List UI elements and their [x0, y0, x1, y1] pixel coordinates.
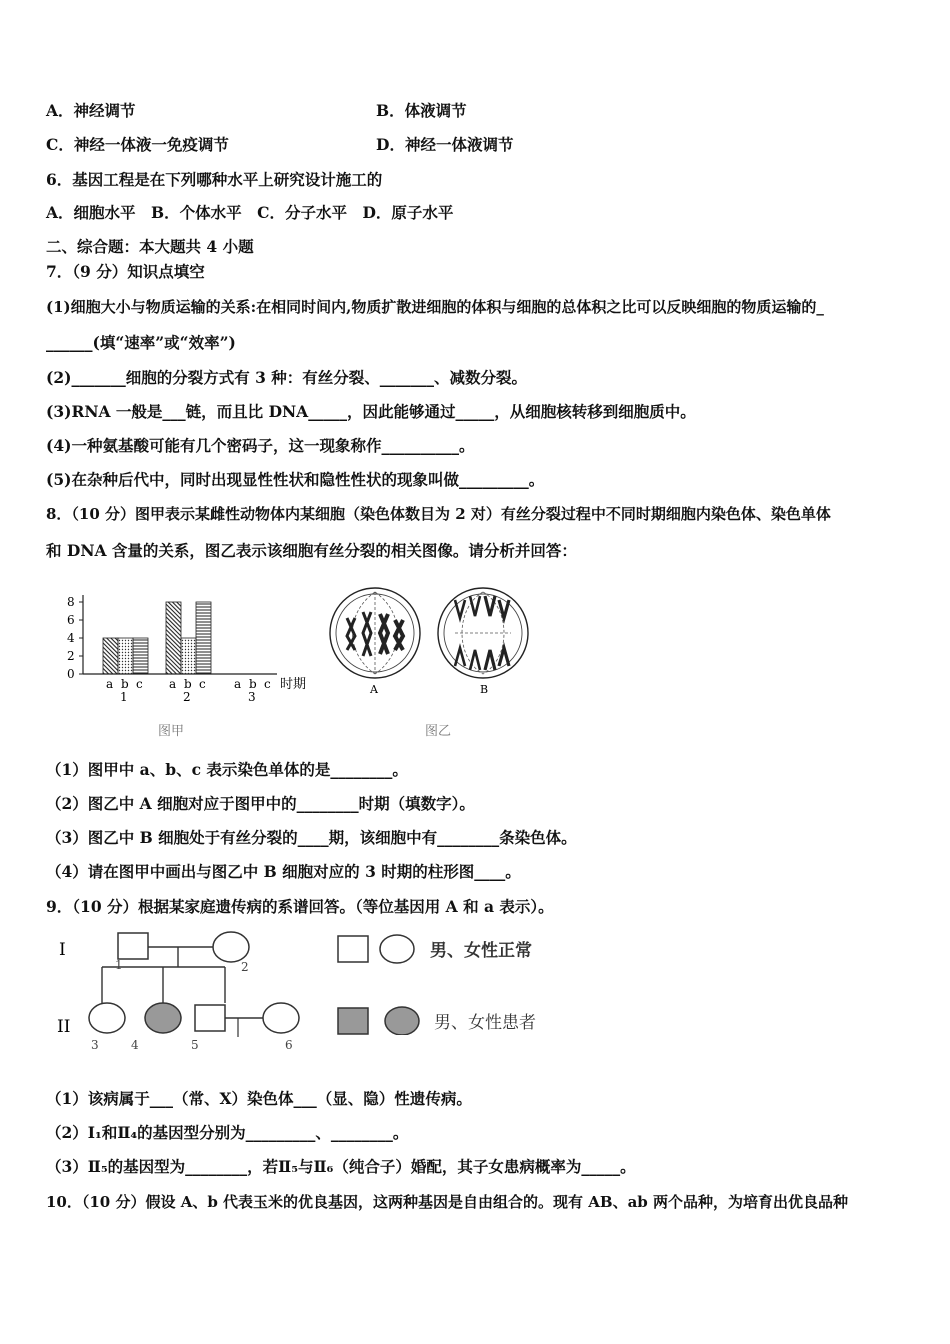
y-tick-label: 8 — [67, 595, 75, 609]
q6-options: A．细胞水平 B．个体水平 C．分子水平 D．原子水平 — [46, 203, 454, 222]
q9-sub3: （3）Ⅱ₅的基因型为________，若Ⅱ₅与Ⅱ₆（纯合子）婚配，其子女患病概率为_____。 — [46, 1157, 636, 1176]
cell-a-label: A — [370, 683, 378, 696]
legend-female-affected-icon — [385, 1007, 419, 1035]
individual-II3-female-normal — [89, 1003, 125, 1033]
generation-2-label: II — [57, 1017, 71, 1037]
pedigree-legend — [330, 925, 570, 1035]
q7-part3: (3)RNA 一般是___链，而且比 DNA_____，因此能够通过_____，从细胞核转移到细胞质中。 — [46, 402, 696, 421]
bar-c-period-1 — [133, 638, 148, 674]
individual-II4-female-affected — [145, 1003, 181, 1033]
pedigree-chart — [45, 925, 315, 1055]
id-6: 6 — [285, 1038, 293, 1052]
x-sub-label: b — [121, 677, 129, 691]
cell-a — [330, 588, 420, 678]
bar-a-period-1 — [103, 638, 118, 674]
q8-sub3: （3）图乙中 B 细胞处于有丝分裂的____期，该细胞中有________条染色体。 — [46, 828, 577, 847]
x-sub-label: a — [234, 677, 242, 691]
q8-stem-line1: 8．（10 分）图甲表示某雌性动物体内某细胞（染色体数目为 2 对）有丝分裂过程中不同时期细胞内染色体、染色单体 — [46, 505, 831, 523]
q5-option-d: D．神经一体液调节 — [376, 135, 514, 154]
individual-I2-female-normal — [213, 932, 249, 962]
q8-sub2: （2）图乙中 A 细胞对应于图甲中的________时期（填数字）。 — [46, 794, 475, 813]
q7-part5: (5)在杂种后代中，同时出现显性性状和隐性性状的现象叫做_________。 — [46, 470, 545, 489]
q9-sub2: （2）Ⅰ₁和Ⅱ₄的基因型分别为_________、________。 — [46, 1123, 409, 1142]
q8-sub1: （1）图甲中 a、b、c 表示染色单体的是________。 — [46, 760, 408, 779]
x-sub-label: b — [184, 677, 192, 691]
q9-sub1: （1）该病属于___（常、X）染色体___（显、隐）性遗传病。 — [46, 1089, 472, 1108]
id-2: 2 — [241, 960, 249, 974]
x-sub-label: c — [199, 677, 206, 691]
q7-part1-line1: (1)细胞大小与物质运输的关系:在相同时间内,物质扩散进细胞的体积与细胞的总体积之比可以反映细胞的物质运输的_ — [46, 298, 824, 316]
legend-male-normal-icon — [338, 936, 368, 962]
figure-jia-caption: 图甲 — [158, 724, 185, 739]
individual-II6-female-normal — [263, 1003, 299, 1033]
x-group-label: 3 — [248, 690, 256, 704]
individual-I1-male-normal — [118, 933, 148, 959]
y-tick-label: 0 — [67, 667, 75, 681]
y-tick-label: 6 — [67, 613, 75, 627]
q10-stem: 10．（10 分）假设 A、b 代表玉米的优良基因，这两种基因是自由组合的。现有 AB、ab 两个品种，为培育出优良品种 — [46, 1193, 849, 1211]
q8-stem-line2: 和 DNA 含量的关系，图乙表示该细胞有丝分裂的相关图像。请分析并回答： — [46, 541, 577, 560]
legend-female-normal-icon — [380, 935, 414, 963]
bar-a-period-2 — [166, 602, 181, 674]
y-tick-label: 4 — [67, 631, 75, 645]
x-sub-label: a — [169, 677, 177, 691]
generation-1-label: I — [59, 940, 66, 960]
bar-b-period-2 — [181, 638, 196, 674]
q6-stem: 6．基因工程是在下列哪种水平上研究设计施工的 — [46, 170, 383, 189]
figure-jia-bar-chart — [55, 585, 325, 710]
legend-normal-label: 男、女性正常 — [430, 941, 532, 961]
q7-part2: (2)_______细胞的分裂方式有 3 种：有丝分裂、_______、减数分裂。 — [46, 368, 528, 387]
section-heading: 二、综合题：本大题共 4 小题 — [46, 237, 254, 256]
cell-b-label: B — [480, 683, 489, 696]
id-1: 1 — [115, 958, 123, 972]
id-5: 5 — [191, 1038, 199, 1052]
x-sub-label: b — [249, 677, 257, 691]
x-group-label: 1 — [120, 690, 128, 704]
figure-yi-caption: 图乙 — [425, 724, 452, 739]
x-sub-label: a — [106, 677, 114, 691]
q7-part4: (4)一种氨基酸可能有几个密码子，这一现象称作__________。 — [46, 436, 475, 455]
q5-option-a: A．神经调节 — [46, 101, 136, 120]
id-4: 4 — [131, 1038, 139, 1052]
id-3: 3 — [91, 1038, 99, 1052]
q9-stem: 9．（10 分）根据某家庭遗传病的系谱回答。（等位基因用 A 和 a 表示）。 — [46, 897, 554, 916]
q7-part1-line2: ______(填“速率”或“效率”) — [46, 333, 236, 352]
figure-yi-cells — [325, 578, 535, 703]
y-tick-label: 2 — [67, 649, 75, 663]
individual-II5-male-normal — [195, 1005, 225, 1031]
cell-b — [438, 588, 528, 678]
x-sub-label: c — [136, 677, 143, 691]
bar-b-period-1 — [118, 638, 133, 674]
legend-affected-label: 男、女性患者 — [434, 1013, 536, 1033]
bar-c-period-2 — [196, 602, 211, 674]
q8-sub4: （4）请在图甲中画出与图乙中 B 细胞对应的 3 时期的柱形图____。 — [46, 862, 521, 881]
q7-stem: 7．（9 分）知识点填空 — [46, 262, 205, 281]
q5-option-b: B．体液调节 — [376, 101, 467, 120]
x-group-label: 2 — [183, 690, 191, 704]
x-sub-label: c — [264, 677, 271, 691]
x-axis-label: 时期 — [280, 677, 307, 692]
legend-male-affected-icon — [338, 1008, 368, 1034]
q5-option-c: C．神经一体液一免疫调节 — [46, 135, 229, 154]
